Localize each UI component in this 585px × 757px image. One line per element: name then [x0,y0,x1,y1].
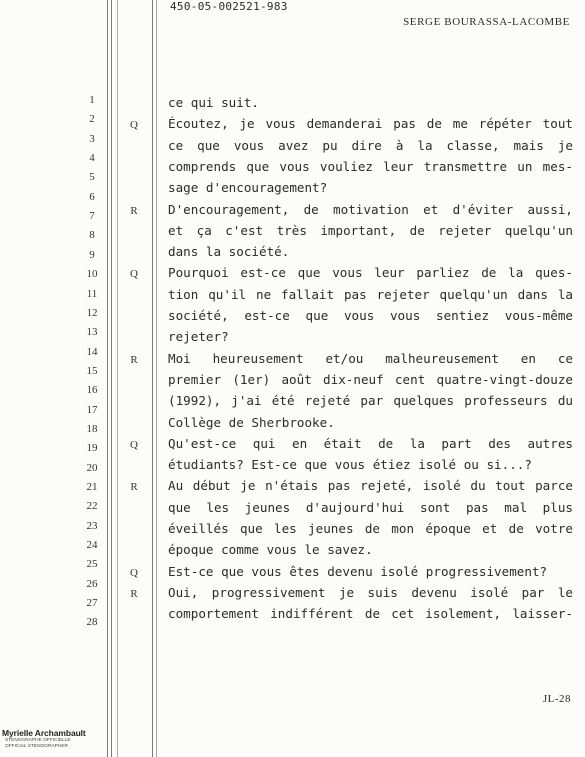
question-marker: Q [130,119,138,132]
witness-name: SERGE BOURASSA-LACOMBE [403,16,570,28]
line-number: 13 [86,326,98,339]
question-marker: Q [130,438,138,451]
line-number: 15 [86,364,98,377]
transcript-line: Pourquoi est-ce que vous leur parliez de la ques- [168,265,573,281]
transcript-line: Oui, progressivement je suis devenu isolé par le [168,584,573,600]
transcript-line: Collège de Sherbrooke. [168,414,335,430]
line-number: 4 [89,152,95,165]
line-number: 6 [89,190,95,203]
line-number: 10 [86,268,98,281]
transcript-line: Est-ce que vous êtes devenu isolé progressivement? [168,563,548,579]
answer-marker: R [130,587,138,600]
margin-rule [107,0,108,757]
transcript-line: premier (1er) août dix-neuf cent quatre-vingt-douze [168,371,573,387]
margin-rule [111,0,112,757]
transcript-line: rejeter? [168,329,229,345]
line-number: 2 [89,113,95,126]
transcript-line: ce que vous avez pu dire à la classe, mais je [168,137,573,153]
answer-marker: R [130,353,138,366]
line-number: 18 [86,422,98,435]
line-number: 12 [86,306,98,319]
transcript-line: Au début je n'étais pas rejeté, isolé du tout parce [168,478,573,494]
transcript-line: et ça c'est très important, de rejeter quelqu'un [168,222,573,238]
answer-marker: R [130,481,138,494]
transcript-line: ce qui suit. [168,95,259,110]
line-number: 28 [86,616,98,629]
line-number: 23 [86,519,98,532]
line-number: 21 [86,481,98,493]
line-number: 5 [89,171,95,184]
transcript-line: (1992), j'ai été rejeté par quelques professeurs du [168,393,573,409]
margin-rule [117,0,118,757]
speaker-rule [152,0,153,757]
transcript-line: société, est-ce que vous vous sentiez vous-même [168,308,573,323]
line-number: 17 [86,403,98,416]
transcript-line: éveillés que les jeunes de mon époque et de votre [168,521,573,536]
line-number: 25 [86,558,98,571]
document-number: 450-05-002521-983 [170,0,288,13]
transcript-line: dans la société. [168,244,290,260]
line-number: 24 [86,539,98,552]
line-number: 11 [86,287,98,300]
stenographer-title-en: OFFICIAL STENOGRAPHER [5,744,68,749]
line-number: 8 [89,229,95,242]
transcript-line: époque comme vous le savez. [168,542,373,558]
stenographer-name: Myrielle Archambault [2,728,86,738]
line-number: 14 [86,345,98,358]
line-number: 7 [89,210,95,223]
line-number: 9 [89,248,95,261]
transcript-line: que les jeunes d'aujourd'hui sont pas mal plus [168,499,573,515]
line-number: 1 [89,94,95,106]
answer-marker: R [130,204,138,217]
speaker-rule [156,0,157,757]
stenographer-stamp [2,728,102,750]
transcript-line: comportement indifférent de cet isolement, laisser- [168,606,573,622]
line-number: 26 [86,577,98,590]
transcript-line: D'encouragement, de motivation et d'éviter aussi, [168,201,573,217]
line-number: 27 [86,597,98,610]
transcript-line: étudiants? Est-ce que vous étiez isolé ou si...? [168,457,532,473]
line-number: 16 [86,384,98,397]
line-number: 20 [86,461,98,474]
transcript-line: comprends que vous vouliez leur transmettre un mes- [168,158,573,174]
line-number: 3 [89,132,95,145]
line-number: 19 [86,442,98,455]
transcript-line: sage d'encouragement? [168,180,328,196]
question-marker: Q [130,566,138,579]
stenographer-title-fr: STÉNOGRAPHE OFFICIELLE [5,738,71,743]
transcript-line: Écoutez, je vous demanderai pas de me répéter tout [168,116,573,132]
question-marker: Q [130,268,138,281]
transcript-line: Moi heureusement et/ou malheureusement en ce [168,350,573,366]
transcript-line: tion qu'il ne fallait pas rejeter quelqu'un dans la [168,286,573,302]
page-reference: JL-28 [542,693,571,705]
line-number: 22 [86,500,98,513]
transcript-line: Qu'est-ce qui en était de la part des autres [168,435,573,451]
